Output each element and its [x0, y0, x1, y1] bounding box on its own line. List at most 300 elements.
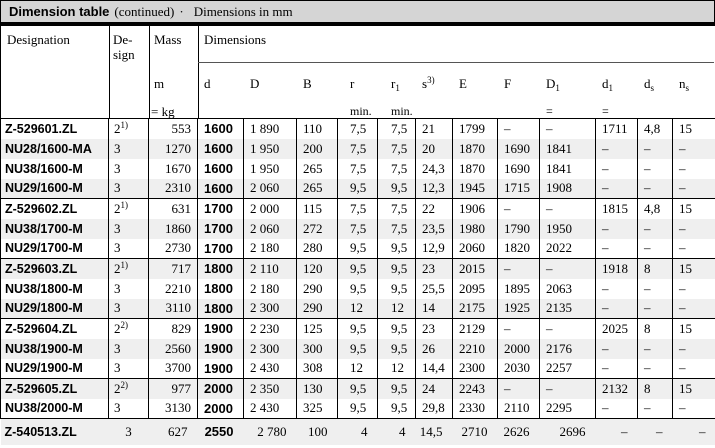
- cell-design: 2$^{1)}$: [109, 199, 149, 219]
- cell-s: 23,5: [416, 219, 453, 239]
- cell-r1: 7,5: [378, 219, 416, 239]
- cell-E: 2710: [453, 419, 498, 445]
- cell-designation: Z-529602.ZL: [1, 199, 109, 219]
- cell-d1: –: [596, 359, 638, 379]
- col-label-ds: $d_s$: [644, 76, 655, 93]
- cell-D1: –: [540, 259, 596, 279]
- design-footnote: 1): [120, 199, 128, 210]
- table-row: [1, 199, 715, 219]
- cell-r: 7,5: [338, 119, 378, 139]
- cell-d1: 2025: [596, 319, 638, 339]
- col-header-s: [416, 26, 453, 118]
- cell-d: 2000: [198, 379, 244, 399]
- cell-F: –: [498, 119, 540, 139]
- cell-design: 3: [109, 339, 149, 359]
- col-header-r1: [378, 26, 416, 118]
- cell-mass: 1670: [149, 159, 198, 179]
- col-header-mass-unit: = kg: [151, 104, 175, 119]
- col-header-ns: [673, 26, 715, 118]
- cell-designation: Z-529601.ZL: [1, 119, 109, 139]
- cell-d: 2550: [198, 419, 244, 445]
- cell-E: 1870: [453, 159, 498, 179]
- col-label-D: D: [250, 76, 260, 91]
- cell-D: 2 060: [244, 219, 297, 239]
- title-continued: (continued): [114, 3, 175, 19]
- col-header-mass: Mass: [154, 32, 182, 47]
- cell-ns: –: [673, 239, 715, 259]
- cell-r: 9,5: [338, 279, 378, 299]
- cell-mass: 631: [149, 199, 198, 219]
- cell-d1: 1815: [596, 199, 638, 219]
- table-header: [0, 26, 715, 118]
- col-label-r: r: [350, 76, 355, 91]
- cell-E: 1945: [453, 179, 498, 199]
- cell-F: 1895: [498, 279, 540, 299]
- cell-r1: 7,5: [378, 139, 416, 159]
- table-row: [1, 379, 715, 399]
- cell-d: 1700: [198, 239, 244, 259]
- col-header-design: De- sign: [113, 32, 135, 62]
- cell-E: 2330: [453, 399, 498, 419]
- cell-mass: 717: [149, 259, 198, 279]
- dimensions-columns: [198, 26, 715, 118]
- cell-s: 12,3: [416, 179, 453, 199]
- cell-d1: 2132: [596, 379, 638, 399]
- cell-d1: –: [596, 339, 638, 359]
- col-sublabel-r1: min.: [391, 104, 413, 118]
- cell-d: 1800: [198, 279, 244, 299]
- cell-F: 2626: [498, 419, 540, 445]
- dimension-table: [0, 118, 715, 445]
- cell-D: 2 180: [244, 239, 297, 259]
- cell-s: 20: [416, 139, 453, 159]
- cell-d: 1600: [198, 139, 244, 159]
- cell-mass: 1860: [149, 219, 198, 239]
- table-row: [1, 339, 715, 359]
- cell-d1: –: [596, 179, 638, 199]
- cell-d1: –: [596, 159, 638, 179]
- cell-r: 9,5: [338, 259, 378, 279]
- col-label-d: d: [204, 76, 211, 91]
- cell-D1: 2063: [540, 279, 596, 299]
- cell-d: 1700: [198, 199, 244, 219]
- cell-d: 1700: [198, 219, 244, 239]
- cell-B: 130: [297, 379, 338, 399]
- cell-s: 22: [416, 199, 453, 219]
- cell-r: 7,5: [338, 219, 378, 239]
- cell-ds: –: [638, 219, 673, 239]
- cell-B: 272: [297, 219, 338, 239]
- cell-r: 9,5: [338, 239, 378, 259]
- cell-B: 325: [297, 399, 338, 419]
- cell-D1: 2696: [540, 419, 596, 445]
- cell-E: 2210: [453, 339, 498, 359]
- cell-D: 1 950: [244, 159, 297, 179]
- cell-E: 1980: [453, 219, 498, 239]
- cell-d1: –: [596, 299, 638, 319]
- cell-design: 3: [109, 139, 149, 159]
- cell-designation: Z-529603.ZL: [1, 259, 109, 279]
- cell-r: 7,5: [338, 199, 378, 219]
- cell-design: 2$^{1)}$: [109, 119, 149, 139]
- col-header-d: [198, 26, 244, 118]
- cell-design: 3: [109, 219, 149, 239]
- cell-r1: 7,5: [378, 159, 416, 179]
- cell-ns: 15: [673, 119, 715, 139]
- cell-r: 12: [338, 299, 378, 319]
- cell-ns: –: [673, 279, 715, 299]
- col-label-s: $s^{3)}$: [422, 75, 435, 91]
- cell-r: 9,5: [338, 179, 378, 199]
- cell-r: 9,5: [338, 339, 378, 359]
- title-units: Dimensions in mm: [193, 3, 293, 19]
- table-row: [1, 219, 715, 239]
- cell-B: 265: [297, 159, 338, 179]
- cell-E: 2300: [453, 359, 498, 379]
- cell-ns: –: [673, 339, 715, 359]
- col-label-B: B: [303, 76, 312, 91]
- cell-ds: 4,8: [638, 119, 673, 139]
- col-header-ds: [638, 26, 673, 118]
- design-footnote: 2): [120, 319, 128, 330]
- cell-designation: NU38/1600-M: [1, 159, 109, 179]
- cell-r1: 7,5: [378, 119, 416, 139]
- cell-ns: 15: [673, 319, 715, 339]
- cell-mass: 2730: [149, 239, 198, 259]
- col-label-E: E: [459, 76, 467, 91]
- cell-d: 1600: [198, 179, 244, 199]
- cell-D: 2 350: [244, 379, 297, 399]
- cell-mass: 2560: [149, 339, 198, 359]
- cell-D: 2 430: [244, 399, 297, 419]
- cell-mass: 3130: [149, 399, 198, 419]
- col-sublabel-D1: =: [546, 104, 553, 118]
- cell-E: 2243: [453, 379, 498, 399]
- cell-E: 1906: [453, 199, 498, 219]
- cell-ns: 15: [673, 259, 715, 279]
- cell-ns: –: [673, 419, 715, 445]
- cell-ns: –: [673, 159, 715, 179]
- cell-ns: 15: [673, 199, 715, 219]
- cell-mass: 627: [149, 419, 198, 445]
- cell-D: 2 300: [244, 339, 297, 359]
- col-header-D1: [540, 26, 596, 118]
- cell-F: 2030: [498, 359, 540, 379]
- cell-r1: 9,5: [378, 319, 416, 339]
- cell-ds: 8: [638, 379, 673, 399]
- col-header-designation: Designation: [7, 32, 70, 47]
- cell-F: 1690: [498, 159, 540, 179]
- cell-ns: –: [673, 299, 715, 319]
- cell-D1: 2022: [540, 239, 596, 259]
- cell-B: 110: [297, 119, 338, 139]
- header-divider: [149, 26, 150, 118]
- cell-r1: 9,5: [378, 339, 416, 359]
- col-header-mass-symbol: m: [154, 76, 165, 91]
- col-header-dimensions: Dimensions: [204, 32, 267, 47]
- cell-ds: –: [638, 359, 673, 379]
- cell-s: 12,9: [416, 239, 453, 259]
- cell-F: –: [498, 259, 540, 279]
- cell-r: 12: [338, 359, 378, 379]
- cell-s: 23: [416, 319, 453, 339]
- cell-d: 1600: [198, 159, 244, 179]
- cell-F: –: [498, 319, 540, 339]
- cell-d: 1600: [198, 119, 244, 139]
- cell-D1: 1908: [540, 179, 596, 199]
- cell-d1: 1711: [596, 119, 638, 139]
- col-sublabel-d1: =: [602, 104, 609, 118]
- cell-r1: 12: [378, 299, 416, 319]
- header-divider: [109, 26, 110, 118]
- cell-d1: –: [596, 419, 638, 445]
- cell-r: 9,5: [338, 319, 378, 339]
- cell-d1: –: [596, 139, 638, 159]
- cell-D1: 2257: [540, 359, 596, 379]
- cell-mass: 2310: [149, 179, 198, 199]
- cell-designation: NU29/1800-M: [1, 299, 109, 319]
- cell-F: 2110: [498, 399, 540, 419]
- cell-s: 21: [416, 119, 453, 139]
- cell-F: –: [498, 379, 540, 399]
- cell-ds: –: [638, 299, 673, 319]
- cell-r: 7,5: [338, 159, 378, 179]
- design-footnote: 2): [120, 379, 128, 390]
- col-label-d1: $d_1$: [602, 76, 613, 93]
- cell-designation: Z-529605.ZL: [1, 379, 109, 399]
- cell-design: 3: [109, 239, 149, 259]
- cell-design: 3: [109, 159, 149, 179]
- cell-r: 4: [338, 419, 378, 445]
- cell-s: 24: [416, 379, 453, 399]
- cell-r1: 7,5: [378, 199, 416, 219]
- cell-r1: 9,5: [378, 239, 416, 259]
- design-footnote: 1): [120, 119, 128, 130]
- cell-designation: NU29/1600-M: [1, 179, 109, 199]
- cell-D: 2 000: [244, 199, 297, 219]
- table-row: [1, 259, 715, 279]
- cell-ds: –: [638, 239, 673, 259]
- cell-B: 308: [297, 359, 338, 379]
- cell-design: 2$^{2)}$: [109, 319, 149, 339]
- col-header-d1: [596, 26, 638, 118]
- cell-design: 3: [109, 279, 149, 299]
- cell-d: 1900: [198, 319, 244, 339]
- cell-d1: –: [596, 239, 638, 259]
- cell-D1: 2295: [540, 399, 596, 419]
- cell-E: 2015: [453, 259, 498, 279]
- cell-s: 24,3: [416, 159, 453, 179]
- cell-F: 1690: [498, 139, 540, 159]
- title-bar: [0, 0, 715, 22]
- cell-E: 1799: [453, 119, 498, 139]
- col-header-D: [244, 26, 297, 118]
- cell-F: –: [498, 199, 540, 219]
- table-row: [1, 319, 715, 339]
- col-header-F: [498, 26, 540, 118]
- cell-ds: –: [638, 419, 673, 445]
- cell-D: 1 950: [244, 139, 297, 159]
- cell-r1: 9,5: [378, 379, 416, 399]
- cell-F: 1925: [498, 299, 540, 319]
- cell-s: 14,5: [416, 419, 453, 445]
- cell-ns: –: [673, 179, 715, 199]
- cell-design: 3: [109, 299, 149, 319]
- cell-B: 200: [297, 139, 338, 159]
- cell-mass: 3700: [149, 359, 198, 379]
- cell-F: 1790: [498, 219, 540, 239]
- cell-designation: NU38/1700-M: [1, 219, 109, 239]
- cell-r1: 9,5: [378, 399, 416, 419]
- cell-d: 1900: [198, 339, 244, 359]
- cell-D: 2 300: [244, 299, 297, 319]
- col-header-r: [338, 26, 378, 118]
- cell-r1: 9,5: [378, 259, 416, 279]
- cell-designation: NU29/1900-M: [1, 359, 109, 379]
- cell-r1: 9,5: [378, 179, 416, 199]
- table-row: [1, 159, 715, 179]
- cell-s: 26: [416, 339, 453, 359]
- cell-B: 290: [297, 279, 338, 299]
- cell-E: 1870: [453, 139, 498, 159]
- cell-design: 3: [109, 359, 149, 379]
- cell-r1: 9,5: [378, 279, 416, 299]
- cell-designation: NU29/1700-M: [1, 239, 109, 259]
- cell-ds: 8: [638, 259, 673, 279]
- table-row: [1, 279, 715, 299]
- cell-D1: –: [540, 379, 596, 399]
- col-sublabel-r: min.: [350, 104, 372, 118]
- cell-d: 1900: [198, 359, 244, 379]
- cell-s: 29,8: [416, 399, 453, 419]
- cell-D1: 1950: [540, 219, 596, 239]
- col-header-E: [453, 26, 498, 118]
- cell-D: 2 430: [244, 359, 297, 379]
- title-separator: ·: [179, 3, 184, 19]
- design-footnote: 1): [120, 259, 128, 270]
- table-row: [1, 359, 715, 379]
- cell-ds: –: [638, 279, 673, 299]
- table-row: [1, 179, 715, 199]
- table-row: [1, 119, 715, 139]
- cell-D: 2 060: [244, 179, 297, 199]
- cell-d: 2000: [198, 399, 244, 419]
- cell-D1: 2176: [540, 339, 596, 359]
- cell-design: 3: [109, 419, 149, 445]
- cell-D: 2 110: [244, 259, 297, 279]
- cell-D1: –: [540, 199, 596, 219]
- cell-D1: –: [540, 319, 596, 339]
- cell-design: 3: [109, 179, 149, 199]
- cell-design: 2$^{2)}$: [109, 379, 149, 399]
- cell-E: 2129: [453, 319, 498, 339]
- cell-designation: Z-529604.ZL: [1, 319, 109, 339]
- cell-ds: –: [638, 339, 673, 359]
- cell-D: 2 780: [244, 419, 297, 445]
- col-header-B: [297, 26, 338, 118]
- cell-mass: 553: [149, 119, 198, 139]
- cell-d: 1800: [198, 299, 244, 319]
- col-label-F: F: [504, 76, 512, 91]
- cell-E: 2060: [453, 239, 498, 259]
- cell-B: 125: [297, 319, 338, 339]
- cell-ds: –: [638, 139, 673, 159]
- cell-D: 1 890: [244, 119, 297, 139]
- col-label-r1: $r_1$: [391, 76, 400, 93]
- cell-D1: –: [540, 119, 596, 139]
- cell-ns: –: [673, 219, 715, 239]
- cell-E: 2175: [453, 299, 498, 319]
- cell-ds: 8: [638, 319, 673, 339]
- cell-d1: –: [596, 279, 638, 299]
- cell-designation: NU28/1600-MA: [1, 139, 109, 159]
- cell-B: 115: [297, 199, 338, 219]
- cell-r: 9,5: [338, 379, 378, 399]
- cell-D: 2 180: [244, 279, 297, 299]
- cell-ds: –: [638, 399, 673, 419]
- cell-D1: 1841: [540, 159, 596, 179]
- cell-mass: 3110: [149, 299, 198, 319]
- cell-designation: NU38/2000-M: [1, 399, 109, 419]
- cell-d1: –: [596, 399, 638, 419]
- table-row: [1, 239, 715, 259]
- cell-E: 2095: [453, 279, 498, 299]
- cell-mass: 829: [149, 319, 198, 339]
- cell-B: 120: [297, 259, 338, 279]
- cell-F: 1715: [498, 179, 540, 199]
- cell-r: 7,5: [338, 139, 378, 159]
- cell-r1: 4: [378, 419, 416, 445]
- cell-ds: 4,8: [638, 199, 673, 219]
- cell-B: 290: [297, 299, 338, 319]
- cell-F: 2000: [498, 339, 540, 359]
- cell-designation: Z-540513.ZL: [1, 419, 109, 445]
- cell-mass: 1270: [149, 139, 198, 159]
- cell-ns: –: [673, 139, 715, 159]
- cell-s: 23: [416, 259, 453, 279]
- cell-r1: 12: [378, 359, 416, 379]
- cell-mass: 977: [149, 379, 198, 399]
- cell-design: 3: [109, 399, 149, 419]
- cell-D1: 2135: [540, 299, 596, 319]
- cell-designation: NU38/1900-M: [1, 339, 109, 359]
- cell-ns: 15: [673, 379, 715, 399]
- table-row: [1, 399, 715, 419]
- cell-F: 1820: [498, 239, 540, 259]
- table-row: [1, 299, 715, 319]
- cell-ns: –: [673, 399, 715, 419]
- cell-D1: 1841: [540, 139, 596, 159]
- cell-ns: –: [673, 359, 715, 379]
- cell-ds: –: [638, 159, 673, 179]
- cell-s: 14,4: [416, 359, 453, 379]
- col-label-ns: $n_s$: [679, 76, 690, 93]
- page-title: Dimension table: [9, 4, 110, 19]
- cell-s: 25,5: [416, 279, 453, 299]
- cell-s: 14: [416, 299, 453, 319]
- cell-d1: –: [596, 219, 638, 239]
- col-label-D1: $D_1$: [546, 76, 560, 93]
- cell-d: 1800: [198, 259, 244, 279]
- cell-D: 2 230: [244, 319, 297, 339]
- cell-B: 265: [297, 179, 338, 199]
- cell-B: 300: [297, 339, 338, 359]
- cell-designation: NU38/1800-M: [1, 279, 109, 299]
- table-body: [1, 119, 715, 445]
- cell-B: 280: [297, 239, 338, 259]
- cell-B: 100: [297, 419, 338, 445]
- table-row: [1, 419, 715, 445]
